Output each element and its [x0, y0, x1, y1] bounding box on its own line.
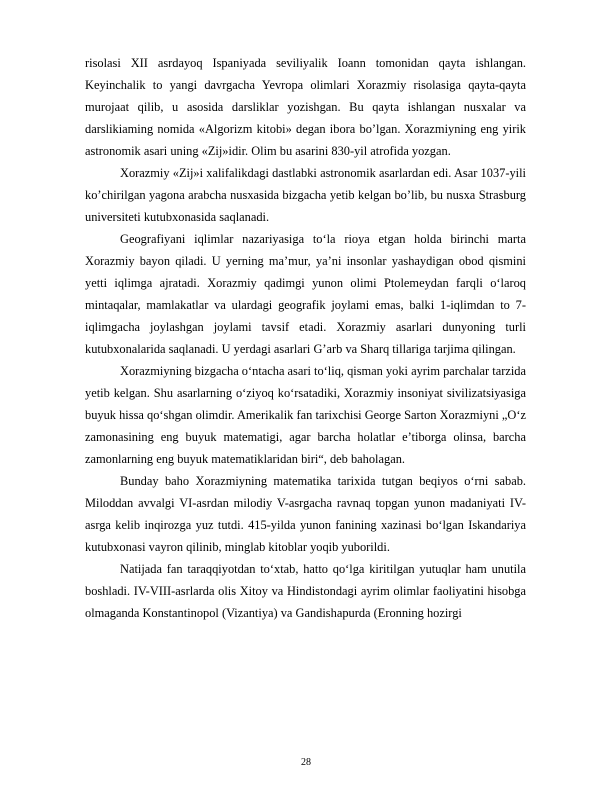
paragraph-2: Xorazmiy «Zij»i xalifalikdagi dastlabki astronomik asarlardan edi. Asar 1037-yili ko’chirilgan yagona arabcha nusxasida bizgacha yetib kelgan bo’lib, bu nusxa Strasburg universiteti kutubxonasida saqlanadi. — [85, 166, 526, 224]
document-body — [85, 52, 526, 624]
paragraph-5: Bunday baho Xorazmiyning matematika tarixida tutgan beqiyos o‘rni sabab. Miloddan avvalgi VI-asrdan milodiy V-asrgacha ravnaq topgan yunon madaniyati IV-asrga kelib inqirozga yuz tutdi. 415-yilda yunon fanining xazinasi bo‘lgan Iskandariya kutubxonasi vayron qilinib, minglab kitoblar yoqib yuborildi. — [85, 474, 526, 554]
page-number: 28 — [301, 757, 311, 768]
paragraph-3: Geografiyani iqlimlar nazariyasiga to‘la rioya etgan holda birinchi marta Xorazmiy bayon qiladi. U yerning ma’mur, ya’ni insonlar yashaydigan obod qismini yetti iqlimga ajratadi. Xorazmiy qadimgi yunon olimi Ptolemeydan farqli o‘laroq mintaqalar, mamlakatlar va ulardagi geografik joylami emas, balki 1-iqlimdan to 7-iqlimgacha joylashgan joylami tavsif etadi. Xorazmiy asarlari dunyoning turli kutubxonalarida saqlanadi. U yerdagi asarlari G’arb va Sharq tillariga tarjima qilingan. — [85, 232, 526, 356]
paragraph-4: Xorazmiyning bizgacha o‘ntacha asari to‘liq, qisman yoki ayrim parchalar tarzida yetib kelgan. Shu asarlarning o‘ziyoq ko‘rsatadiki, Xorazmiy insoniyat sivilizatsiyasiga buyuk hissa qo‘shgan olimdir. Amerikalik fan tarixchisi George Sarton Xorazmiyni „O‘z zamonasining eng buyuk matematigi, agar barcha holatlar e’tiborga olinsa, barcha zamonlarning eng buyuk matematiklaridan biri“, deb baholagan. — [85, 364, 526, 466]
paragraph-6: Natijada fan taraqqiyotdan to‘xtab, hatto qo‘lga kiritilgan yutuqlar ham unutila boshladi. IV-VIII-asrlarda olis Xitoy va Hindistondagi ayrim olimlar faoliyatini hisobga olmaganda Konstantinopol (Vizantiya) va Gandishapurda (Eronning hozirgi — [85, 562, 526, 620]
paragraph-1: risolasi XII asrdayoq Ispaniyada seviliyalik Ioann tomonidan qayta ishlangan. Keyinchalik to yangi davrgacha Yevropa olimlari Xorazmiy risolasiga qayta-qayta murojaat qilib, u asosida darsliklar yozishgan. Bu qayta ishlangan nusxalar va darslikiaming nomida «Algorizm kitobi» degan ibora bo’lgan. Xorazmiyning eng yirik astronomik asari uning «Zij»idir. Olim bu asarini 830-yil atrofida yozgan. — [85, 56, 526, 158]
